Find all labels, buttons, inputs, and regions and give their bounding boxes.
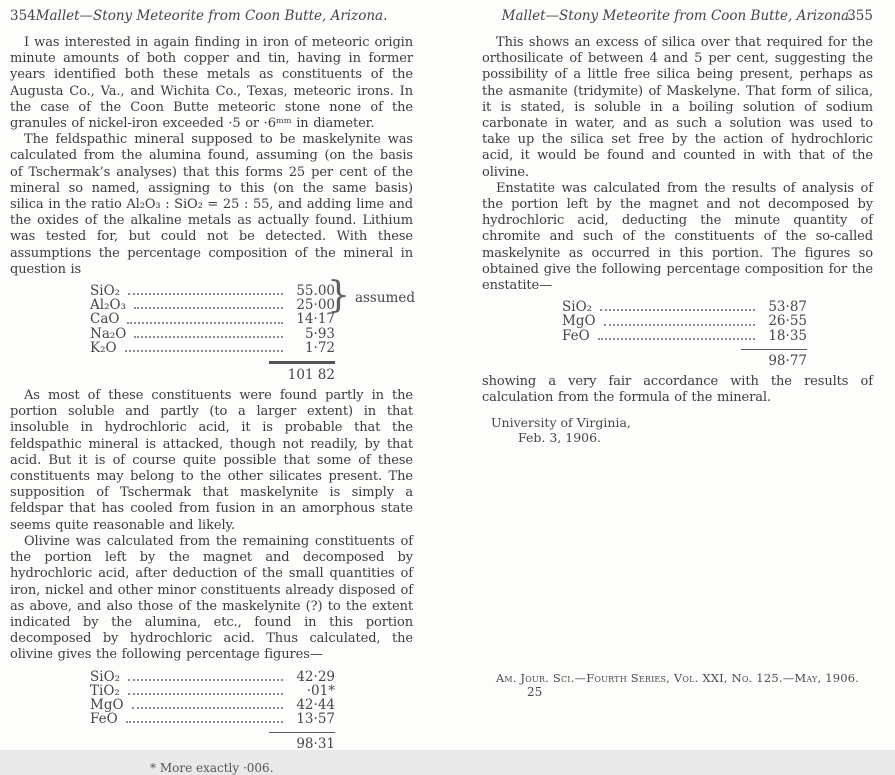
table-row [90, 284, 335, 298]
table-row [90, 670, 335, 684]
paragraph-fair-accordance: showing a very fair accordance with the results of calculation from the formula of the mineral. [482, 373, 873, 406]
signature-number: 25 [527, 685, 543, 699]
table-row [90, 341, 335, 355]
table-row [90, 312, 335, 326]
enstatite-analysis-table [562, 300, 807, 368]
running-title-right: Mallet—Stony Meteorite from Coon Butte, Arizona. [501, 8, 854, 24]
chem-value: 42·44 [296, 696, 335, 713]
signature-date: Feb. 3, 1906. [518, 430, 602, 446]
chem-value: 42·29 [296, 668, 335, 685]
right-page [482, 8, 873, 445]
total-rule [269, 361, 335, 364]
table-total: 101 82 [287, 367, 335, 384]
chem-formula: Na₂O [90, 325, 127, 342]
table-footnote: * More exactly ·006. [150, 761, 274, 775]
paragraph-olivine-calculated: Olivine was calculated from the remaining constituents of the portion left by the magnet and decomposed by hydrochloric acid, after deduction of the small quantities of iron, nickel and other minor constituents already disposed of as above, and also those of the maskelynite (?) to the extent indicated by the alumina, etc., found in this portion decomposed by hydrochloric acid. Thus calculated, the olivine gives the following percentage figures— [10, 533, 413, 663]
running-head-left [10, 8, 413, 24]
paragraph-copper-tin: I was interested in again finding in iron of meteoric origin minute amounts of both copper and tin, having in former years identified both these metals as constituents of the Augusta Co., Va., and Wichita Co., Texas, meteoric irons. In the case of the Coon Butte meteoric stone none of the granules of nickel-iron exceeded ·5 or ·6ᵐᵐ in diameter. [10, 35, 413, 132]
chem-value: 5·93 [304, 325, 335, 342]
paragraph-enstatite-calculated: Enstatite was calculated from the results of analysis of the portion left by the magnet and not decomposed by hydrochloric acid, deducting the minute quantity of chromite and such of the constituents of the so-called maskelynite as occurred in this portion. The figures so obtained give the following percentage composition for the enstatite— [482, 180, 873, 294]
left-page [10, 8, 413, 775]
chem-formula: Al₂O₃ [90, 297, 126, 314]
chem-value: 14·17 [296, 311, 335, 328]
chem-formula: FeO [562, 327, 590, 344]
page-number-right: 355 [847, 8, 873, 24]
assumed-brace: } [327, 275, 350, 317]
dotted-leader [600, 309, 755, 311]
table-row [90, 698, 335, 712]
chem-formula: SiO₂ [90, 668, 121, 685]
dotted-leader [132, 707, 283, 709]
dotted-leader [134, 307, 283, 309]
dotted-leader [128, 693, 283, 695]
dotted-leader [128, 679, 283, 681]
dotted-leader [127, 322, 283, 324]
dotted-leader [126, 721, 283, 723]
paragraph-constituents-soluble: As most of these constituents were found partly in the portion soluble and partly (to a larger extent) in that insoluble in hydrochloric acid, it is probable that the feldspathic mineral is attacked, though not readily, by that acid. But it is of course quite possible that some of these constituents may belong to the other silicates present. The supposition of Tschermak that maskelynite is simply a feldspar that has cooled from fusion in an amorphous state seems quite reasonable and likely. [10, 388, 413, 533]
chem-formula: FeO [90, 711, 118, 728]
chem-formula: MgO [562, 313, 596, 330]
chem-value: 13·57 [296, 711, 335, 728]
chem-value: 55.00 [296, 283, 335, 300]
running-head-right [482, 8, 873, 24]
journal-citation: Am. Jour. Sci.—Fourth Series, Vol. XXI, No. 125.—May, 1906. [495, 671, 860, 685]
table-row [90, 684, 335, 698]
paragraph-feldspathic-mineral: The feldspathic mineral supposed to be maskelynite was calculated from the alumina found, assuming (on the basis of Tschermak’s analyses) that this forms 25 per cent of the mineral so named, assigning to this (on the same basis) silica in the ratio Al₂O₃ : SiO₂ = 25 : 55, and adding lime and the oxides of the alkaline metals as actually found. Lithium was tested for, but could not be detected. With these assumptions the percentage composition of the mineral in question is [10, 132, 413, 277]
table-row [90, 298, 335, 312]
page-number-left: 354 [10, 8, 36, 24]
table-row [90, 712, 335, 726]
dotted-leader [125, 350, 283, 352]
chem-formula: SiO₂ [90, 283, 121, 300]
table-row [562, 314, 807, 328]
table-row [562, 329, 807, 343]
maskelynite-analysis-table [90, 275, 415, 384]
table-row [562, 300, 807, 314]
signature-block [482, 415, 873, 445]
chem-formula: MgO [90, 696, 124, 713]
table-row [90, 327, 335, 341]
chem-formula: CaO [90, 311, 120, 328]
chem-formula: K₂O [90, 339, 117, 356]
table-total: 98·77 [768, 352, 807, 369]
chem-value: ·01* [306, 682, 335, 699]
chem-formula: TiO₂ [90, 682, 120, 699]
chem-value: 1·72 [304, 339, 335, 356]
total-rule [269, 732, 335, 733]
chem-value: 53·87 [768, 299, 807, 316]
chem-value: 18·35 [768, 327, 807, 344]
assumed-label: assumed [354, 290, 415, 307]
chem-value: 25·00 [296, 297, 335, 314]
journal-footer [482, 672, 873, 699]
signature-institution: University of Virginia, [491, 415, 631, 431]
table-total: 98·31 [296, 736, 335, 753]
total-rule [741, 349, 807, 350]
dotted-leader [128, 293, 283, 295]
chem-value: 26·55 [768, 313, 807, 330]
dotted-leader [598, 338, 755, 340]
paragraph-silica-excess: This shows an excess of silica over that required for the orthosilicate of between 4 and 5 per cent, suggesting the possibility of a little free silica being present, perhaps as the asmanite (tridymite) of Maskelyne. That form of silica, it is stated, is soluble in a boiling solution of sodium carbonate in water, and as such a solution was used to take up the silica set free by the action of hydrochloric acid, it would be found and counted in with that of the olivine. [482, 35, 873, 180]
running-title-left: Mallet—Stony Meteorite from Coon Butte, Arizona. [35, 8, 388, 24]
olivine-analysis-table [90, 670, 335, 752]
dotted-leader [134, 336, 283, 338]
chem-formula: SiO₂ [562, 299, 593, 316]
dotted-leader [604, 324, 755, 326]
